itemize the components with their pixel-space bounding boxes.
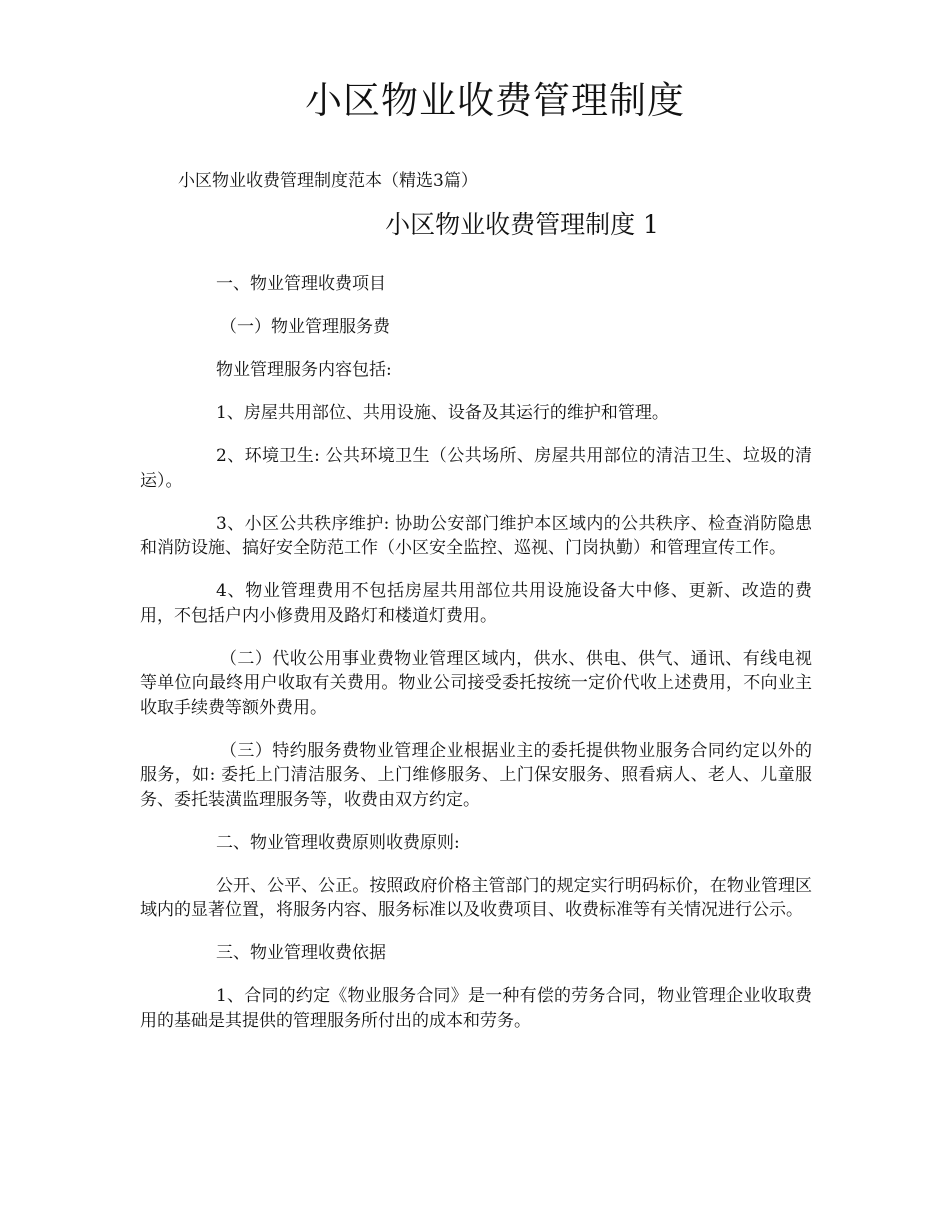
document-subtitle: 小区物业收费管理制度范本（精选3篇） <box>178 171 478 191</box>
paragraph: （二）代收公用事业费物业管理区域内，供水、供电、供气、通讯、有线电视等单位向最终用户收取有关费用。物业公司接受委托按统一定价代收上述费用，不向业主收取手续费等额外费用。 <box>140 648 812 718</box>
paragraph: 1、合同的约定《物业服务合同》是一种有偿的劳务合同，物业管理企业收取费用的基础是其提供的管理服务所付出的成本和劳务。 <box>140 986 812 1031</box>
section-title: 小区物业收费管理制度 1 <box>385 210 659 239</box>
paragraph: 物业管理服务内容包括: <box>216 360 392 380</box>
paragraph-subheading-1: （一）物业管理服务费 <box>220 317 390 337</box>
document-title: 小区物业收费管理制度 <box>305 79 685 122</box>
paragraph: 公开、公平、公正。按照政府价格主管部门的规定实行明码标价，在物业管理区域内的显著位置，将服务内容、服务标准以及收费项目、收费标准等有关情况进行公示。 <box>140 875 812 920</box>
paragraph: 1、房屋共用部位、共用设施、设备及其运行的维护和管理。 <box>216 403 669 423</box>
paragraph: 3、小区公共秩序维护: 协助公安部门维护本区域内的公共秩序、检查消防隐患和消防设施、搞好安全防范工作（小区安全监控、巡视、门岗执勤）和管理宣传工作。 <box>140 513 812 558</box>
paragraph: 2、环境卫生: 公共环境卫生（公共场所、房屋共用部位的清洁卫生、垃圾的清运）。 <box>140 446 812 491</box>
paragraph-heading-2: 二、物业管理收费原则收费原则: <box>216 832 460 853</box>
paragraph-heading-1: 一、物业管理收费项目 <box>216 274 386 294</box>
paragraph-heading-3: 三、物业管理收费依据 <box>216 943 386 963</box>
paragraph: 4、物业管理费用不包括房屋共用部位共用设施设备大中修、更新、改造的费用，不包括户内小修费用及路灯和楼道灯费用。 <box>140 581 812 626</box>
document-body <box>140 272 812 1052</box>
paragraph: （三）特约服务费物业管理企业根据业主的委托提供物业服务合同约定以外的服务，如: 委托上门清洁服务、上门维修服务、上门保安服务、照看病人、老人、儿童服务、委托装潢监理服务等，收费由双方约定。 <box>140 740 812 810</box>
